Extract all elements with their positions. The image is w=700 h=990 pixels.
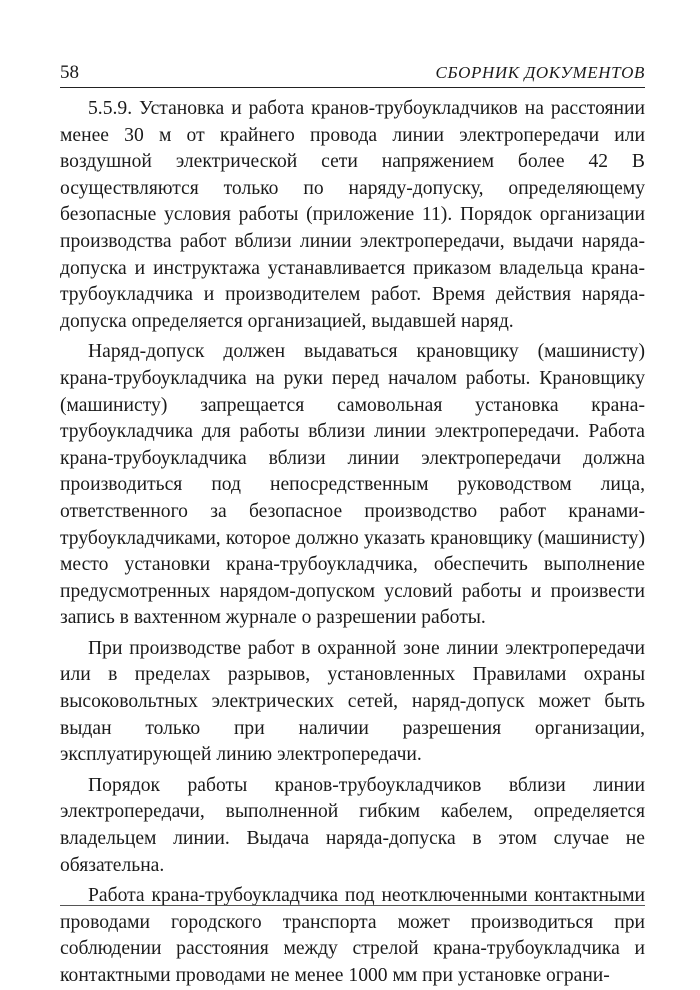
paragraph-protected-zone: При производстве работ в охранной зоне линии электропередачи или в пределах разрывов, установленных Правилами охраны высоковольтных электрических сетей, наряд-допуск может быть выдан только при наличии разрешения организации, эксплуатирующей линию электропередачи. xyxy=(60,637,645,766)
page-header xyxy=(60,62,645,88)
paragraph-5-5-9: 5.5.9. Установка и работа кранов-трубоукладчиков на расстоянии менее 30 м от крайнего провода линии электропередачи или воздушной электрической сети напряжением более 42 В осуществляются только по наряду-допуску, определяющему безопасные условия работы (приложение 11). Порядок организации производства работ вблизи линии электропередачи, выдачи наряда-допуска и инструктажа устанавливается приказом владельца крана-трубоукладчика и производителем работ. Время действия наряда-допуска определяется организацией, выдавшей наряд. xyxy=(60,98,645,332)
paragraph-permit-issue: Наряд-допуск должен выдаваться крановщику (машинисту) крана-трубоукладчика на руки перед началом работы. Крановщику (машинисту) запрещается самовольная установка крана-трубоукладчика для работы вблизи линии электропередачи. Работа крана-трубоукладчика вблизи линии электропередачи должна производиться под непосредственным руководством лица, ответственного за безопасное производство работ кранами-трубоукладчиками, которое должно указать крановщику (машинисту) место установки крана-трубоукладчика, обеспечить выполнение предусмотренных нарядом-допуском условий работы и произвести запись в вахтенном журнале о разрешении работы. xyxy=(60,341,645,629)
page-number: 58 xyxy=(60,62,79,83)
paragraph-cable-line: Порядок работы кранов-трубоукладчиков вблизи линии электропередачи, выполненной гибким кабелем, определяется владельцем линии. Выдача наряда-допуска в этом случае не обязательна. xyxy=(60,774,645,876)
paragraph-contact-wires: Работа крана-трубоукладчика под неотключенными контактными проводами городского транспорта может производиться при соблюдении расстояния между стрелой крана-трубоукладчика и контактными проводами не менее 1000 мм при установке ограни- xyxy=(60,885,645,986)
footer-divider xyxy=(60,905,645,906)
running-title: СБОРНИК ДОКУМЕНТОВ xyxy=(435,63,645,82)
page-body xyxy=(60,96,645,990)
